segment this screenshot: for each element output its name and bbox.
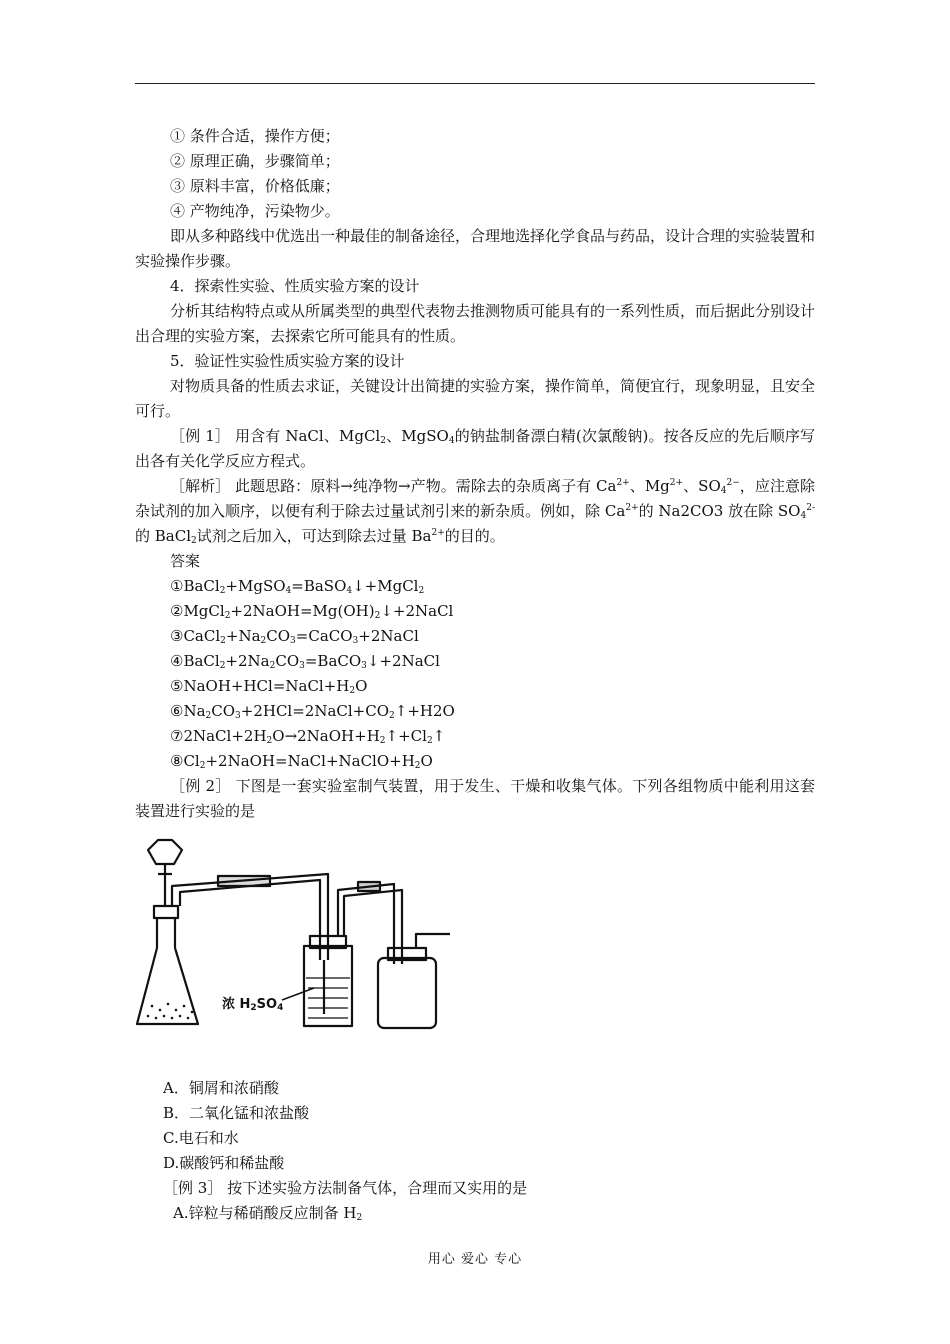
example-1: ［例 1］ 用含有 NaCl、MgCl$_2$、MgSO$_4$的钠盐制备漂白精(次氯酸钠)。按各反应的先后顺序写出各有关化学反应方程式。 — [135, 427, 815, 470]
equation-6: $⑥Na_2CO_3+2HCl=2NaCl+CO_2↑+H2O$ — [170, 702, 455, 721]
paragraph-route: 即从多种路线中优选出一种最佳的制备途径，合理地选择化学食品与药品，设计合理的实验装置和实验操作步骤。 — [135, 227, 816, 270]
equation-3: $③CaCl_2+Na_2CO_3=CaCO_3+2NaCl$ — [170, 627, 419, 646]
paragraph-verify: 对物质具备的性质去求证，关键设计出简捷的实验方案，操作简单，简便宜行，现象明显，且安全可行。 — [135, 377, 816, 420]
point-3: ③ 原料丰富，价格低廉； — [170, 177, 340, 195]
header-rule — [135, 83, 815, 84]
point-2: ② 原理正确，步骤简单； — [170, 152, 340, 170]
example-3: ［例 3］ 按下述实验方法制备气体，合理而又实用的是 — [163, 1179, 528, 1197]
equation-8: $⑧Cl_2+2NaOH=NaCl+NaClO+H_2O$ — [170, 752, 433, 771]
point-1: ① 条件合适，操作方便； — [170, 127, 340, 145]
point-4: ④ 产物纯净，污染物少。 — [170, 202, 340, 220]
option-d: D.碳酸钙和稀盐酸 — [163, 1154, 285, 1172]
equation-4: $④BaCl_2+2Na_2CO_3=BaCO_3↓+2NaCl$ — [170, 652, 440, 671]
equation-5: $⑤NaOH+HCl=NaCl+H_2O$ — [170, 677, 368, 696]
paragraph-explore: 分析其结构特点或从所属类型的典型代表物去推测物质可能具有的一系列性质，而后据此分别设计出合理的实验方案，去探索它所可能具有的性质。 — [135, 302, 816, 345]
equation-7: $⑦2NaCl+2H_2O\to 2NaOH+H_2↑+Cl_2↑$ — [170, 727, 446, 746]
equation-2: $②MgCl_2+2NaOH=Mg(OH)_2↓+2NaCl$ — [170, 602, 454, 621]
sulfuric-acid-label: 浓 $H_2SO_4$ — [222, 997, 284, 1013]
equation-1: ①BaCl$_2$+MgSO$_4$=BaSO$_4$↓+MgCl$_2$ — [170, 577, 425, 596]
gas-apparatus-figure — [132, 828, 452, 1038]
example-2: ［例 2］ 下图是一套实验室制气装置，用于发生、干燥和收集气体。下列各组物质中能利用这套装置进行实验的是 — [135, 777, 815, 820]
answer-label: 答案 — [170, 552, 201, 570]
example-1-analysis: ［解析］ 此题思路：原料→纯净物→产物。需除去的杂质离子有 $Ca^{2+}$、$Mg^{2+}$、$SO_4^{2-}$，应注意除杂试剂的加入顺序，以便有利于除去过量试剂引来的新杂质。例如，除 $Ca^{2+}$的 Na2CO3 放在除 $SO_4^{2-}$的 BaCl$_2$试剂之后加入，可达到除去过量 $Ba^{2+}$的目的。 — [135, 477, 815, 546]
option-b: B．二氧化锰和浓盐酸 — [163, 1104, 310, 1122]
heading-5: 5．验证性实验性质实验方案的设计 — [170, 352, 405, 370]
option-c: C.电石和水 — [163, 1129, 239, 1147]
apparatus-drawing — [132, 828, 452, 1038]
heading-4: 4．探索性实验、性质实验方案的设计 — [170, 277, 420, 295]
page-footer: 用心 爱心 专心 — [427, 1252, 523, 1267]
document-body — [135, 124, 815, 1226]
option-a: A．铜屑和浓硝酸 — [163, 1079, 279, 1097]
example-3-option-a: A.锌粒与稀硝酸反应制备 $H_2$ — [173, 1204, 363, 1223]
